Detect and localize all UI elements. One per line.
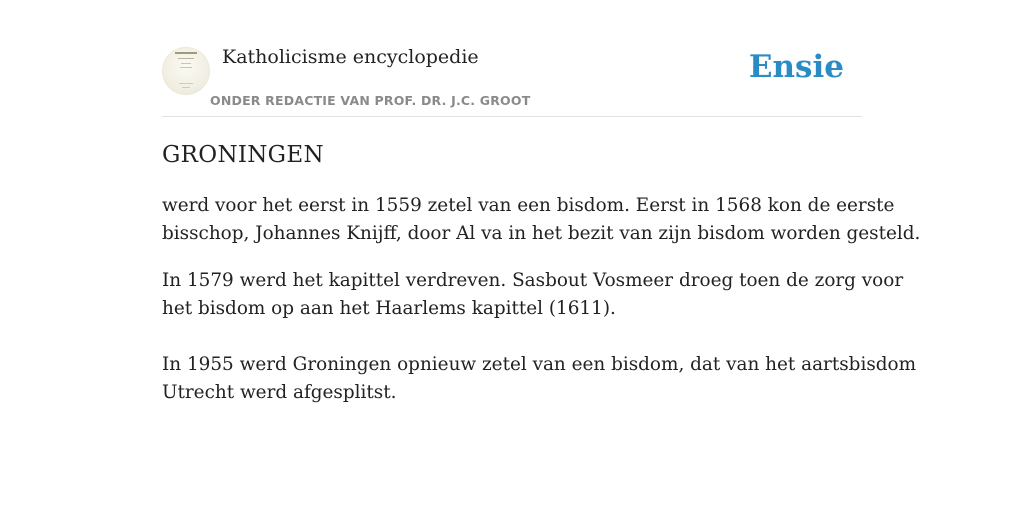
cover-text-mark	[179, 83, 193, 84]
cover-text-mark	[180, 67, 192, 68]
cover-text-mark	[181, 63, 191, 64]
paragraph-line: het bisdom op aan het Haarlems kapittel (1611).	[162, 298, 616, 319]
brand-logo-link[interactable]: Ensie	[748, 49, 844, 85]
paragraph-line: werd voor het eerst in 1559 zetel van een bisdom. Eerst in 1568 kon de eerste	[162, 195, 895, 216]
editor-line: ONDER REDACTIE VAN PROF. DR. J.C. GROOT	[210, 93, 531, 108]
paragraph-line: bisschop, Johannes Knijff, door Al va in het bezit van zijn bisdom worden gesteld.	[162, 223, 921, 244]
paragraph-line: In 1579 werd het kapittel verdreven. Sasbout Vosmeer droeg toen de zorg voor	[162, 270, 904, 291]
article-paragraph	[162, 192, 921, 248]
article-paragraph	[162, 351, 917, 407]
cover-subtitle-mark	[178, 58, 194, 59]
site-title[interactable]: Katholicisme encyclopedie	[222, 46, 479, 68]
paragraph-line: Utrecht werd afgesplitst.	[162, 382, 397, 403]
book-cover-icon[interactable]	[162, 47, 210, 95]
cover-title-mark	[175, 52, 197, 54]
article-headword: GRONINGEN	[162, 142, 324, 168]
site-header	[162, 44, 862, 117]
cover-text-mark	[182, 87, 190, 88]
article	[162, 140, 921, 407]
paragraph-line: In 1955 werd Groningen opnieuw zetel van een bisdom, dat van het aartsbisdom	[162, 354, 917, 375]
article-paragraph	[162, 267, 904, 323]
